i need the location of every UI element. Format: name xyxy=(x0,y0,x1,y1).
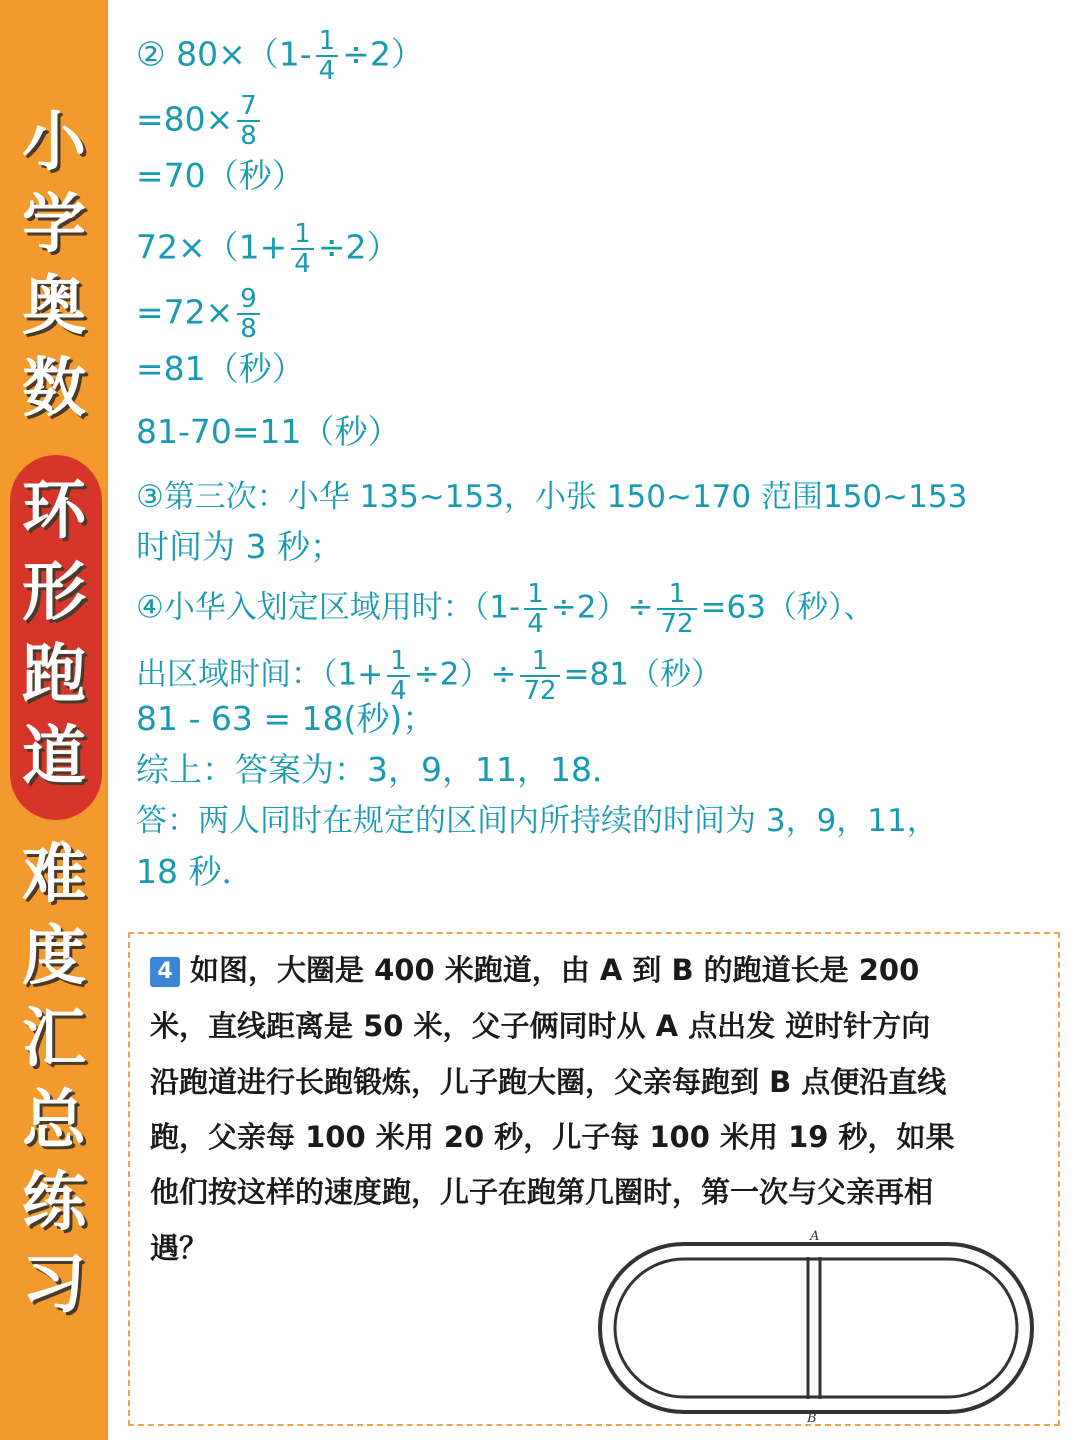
numerator: 1 xyxy=(291,220,314,250)
sidebar-char: 难 xyxy=(22,838,86,912)
problem-line xyxy=(150,950,919,990)
fraction xyxy=(520,647,559,705)
numerator: 1 xyxy=(387,647,410,677)
solution-line: 81 - 63 = 18(秒)； xyxy=(136,699,436,738)
sidebar-char: 度 xyxy=(22,920,86,994)
sidebar-char: 习 xyxy=(22,1248,86,1322)
track-outer-edge xyxy=(600,1244,1032,1412)
solution-line xyxy=(136,27,424,85)
sidebar-char: 汇 xyxy=(22,1002,86,1076)
math-text: 72×（1+ xyxy=(136,227,288,267)
math-text: ÷2） xyxy=(342,34,424,74)
problem-text: 如图，大圈是 400 米跑道，由 A 到 B 的跑道长是 200 xyxy=(190,953,920,987)
solution-line: 18 秒． xyxy=(136,852,255,891)
denominator: 8 xyxy=(240,314,257,344)
sidebar-char: 跑 xyxy=(22,638,86,712)
denominator: 4 xyxy=(294,249,311,279)
sidebar-char: 小 xyxy=(22,106,86,180)
denominator: 72 xyxy=(523,676,557,706)
sidebar-char: 学 xyxy=(22,188,86,262)
problem-line: 沿跑道进行长跑锻炼，儿子跑大圈，父亲每跑到 B 点便沿直线 xyxy=(150,1065,947,1099)
math-text: ÷2）÷ xyxy=(550,589,654,626)
solution-line xyxy=(136,580,874,638)
denominator: 8 xyxy=(240,121,257,151)
problem-box xyxy=(128,932,1060,1426)
math-text: =80× xyxy=(136,99,234,139)
numerator: 9 xyxy=(237,285,260,315)
fraction xyxy=(387,647,410,705)
math-text: ② 80×（1- xyxy=(136,34,312,74)
numerator: 1 xyxy=(524,580,547,610)
math-text: =81（秒） xyxy=(563,656,722,693)
math-text: =63（秒）、 xyxy=(700,589,875,626)
math-text: ÷2） xyxy=(317,227,400,267)
numerator: 1 xyxy=(657,580,696,610)
problem-line: 遇？ xyxy=(150,1231,209,1265)
solution-line: =81（秒） xyxy=(136,349,305,388)
denominator: 4 xyxy=(390,676,407,706)
sidebar-char: 奥 xyxy=(22,270,86,344)
fraction xyxy=(657,580,696,638)
solution-line: 综上：答案为：3，9，11，18． xyxy=(136,750,625,789)
sidebar-char: 环 xyxy=(22,474,86,548)
numerator: 1 xyxy=(520,647,559,677)
fraction xyxy=(237,285,260,343)
solution-line: 81-70=11（秒） xyxy=(136,412,401,451)
math-text: 出区域时间：（1+ xyxy=(136,656,384,693)
sidebar-char: 总 xyxy=(22,1084,86,1158)
point-b-label: B xyxy=(807,1411,817,1424)
sidebar-char: 道 xyxy=(22,720,86,794)
sidebar-char: 形 xyxy=(22,556,86,630)
solution-line: ③第三次：小华 135~153，小张 150~170 范围150~153 xyxy=(136,479,968,515)
solution-line xyxy=(136,285,264,343)
solution-line: 时间为 3 秒； xyxy=(136,527,343,566)
point-a-label: A xyxy=(810,1229,820,1244)
solution-line xyxy=(136,220,400,278)
fraction xyxy=(237,92,260,150)
numerator: 1 xyxy=(316,27,339,57)
denominator: 72 xyxy=(660,609,694,639)
fraction xyxy=(524,580,547,638)
problem-number-badge: 4 xyxy=(150,957,180,987)
denominator: 4 xyxy=(527,609,544,639)
problem-line: 米，直线距离是 50 米，父子俩同时从 A 点出发 逆时针方向 xyxy=(150,1009,931,1043)
math-text: ④小华入划定区域用时：（1- xyxy=(136,589,521,626)
sidebar-char: 练 xyxy=(22,1166,86,1240)
problem-line: 跑，父亲每 100 米用 20 秒，儿子每 100 米用 19 秒，如果 xyxy=(150,1120,955,1154)
fraction xyxy=(291,220,314,278)
solution-line: =70（秒） xyxy=(136,156,305,195)
track-diagram xyxy=(590,1224,1050,1424)
solution-line xyxy=(136,647,722,705)
track-inner-edge xyxy=(615,1259,1017,1397)
solution-line xyxy=(136,92,264,150)
numerator: 7 xyxy=(237,92,260,122)
fraction xyxy=(316,27,339,85)
sidebar-char: 数 xyxy=(22,352,86,426)
math-text: =72× xyxy=(136,292,234,332)
solution-line: 答：两人同时在规定的区间内所持续的时间为 3，9，11， xyxy=(136,803,938,839)
sidebar xyxy=(0,0,108,1440)
problem-line: 他们按这样的速度跑，儿子在跑第几圈时，第一次与父亲再相 xyxy=(150,1175,934,1209)
math-text: ÷2）÷ xyxy=(413,656,517,693)
denominator: 4 xyxy=(318,56,336,86)
